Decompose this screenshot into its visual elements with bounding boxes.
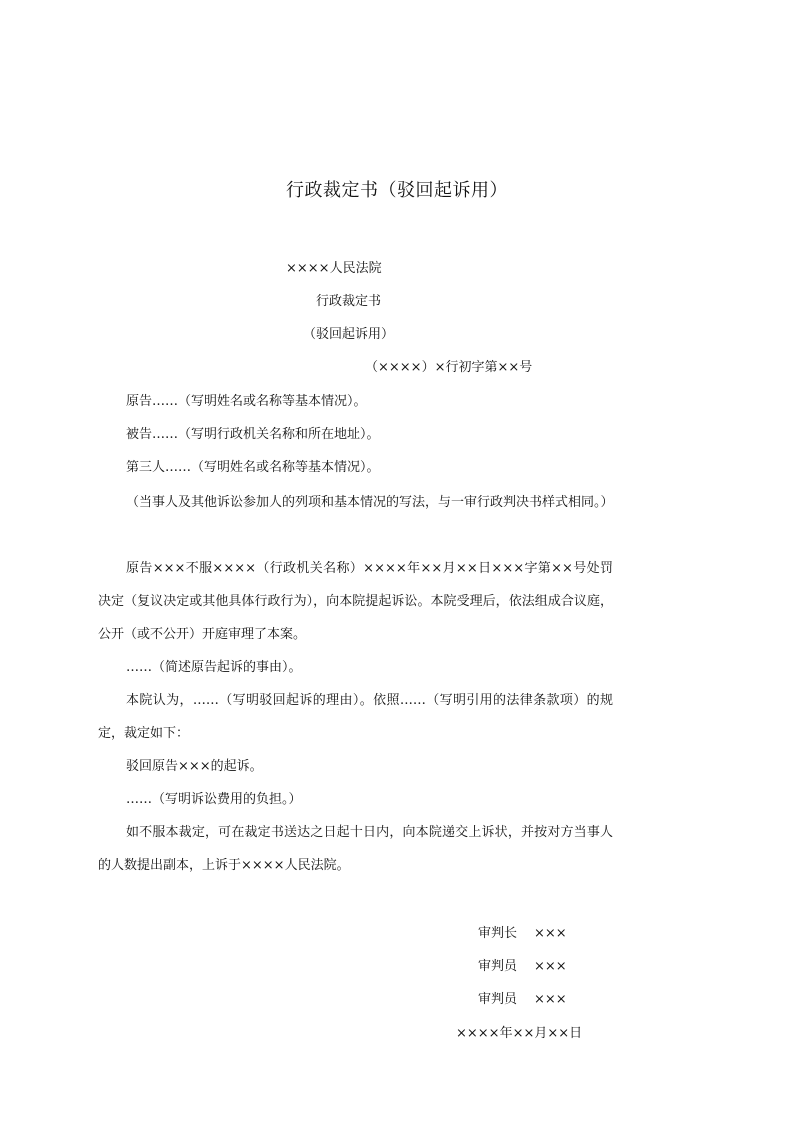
- ruling-paragraph: 驳回原告×××的起诉。: [126, 759, 263, 774]
- defendant-line: 被告……（写明行政机关名称和所在地址）。: [126, 427, 380, 442]
- document-subtype: （驳回起诉用）: [303, 327, 395, 342]
- document-title: 行政裁定书（驳回起诉用）: [286, 180, 508, 201]
- signature-name: ×××: [534, 992, 567, 1007]
- appeal-notice-paragraph: 如不服本裁定，可在裁定书送达之日起十日内，向本院递交上诉状，并按对方当事人的人数提出副本，上诉于××××人民法院。: [98, 825, 613, 873]
- third-party-line: 第三人……（写明姓名或名称等基本情况）。: [126, 460, 380, 475]
- court-name: ××××人民法院: [286, 261, 382, 276]
- signature-row: [478, 924, 567, 944]
- ruling-date: ××××年××月××日: [456, 1026, 583, 1041]
- signature-name: ×××: [534, 959, 567, 974]
- court-opinion-paragraph: 本院认为，……（写明驳回起诉的理由）。依照……（写明引用的法律条款项）的规定，裁定如下：: [98, 693, 613, 741]
- plaintiff-line: 原告……（写明姓名或名称等基本情况）。: [126, 394, 367, 409]
- signature-role: 审判员: [478, 992, 518, 1007]
- signature-row: [478, 990, 567, 1010]
- case-background-paragraph: 原告×××不服××××（行政机关名称）××××年××月××日×××字第××号处罚决定（复议决定或其他具体行政行为），向本院提起诉讼。本院受理后，依法组成合议庭，公开（或不公开）开庭审理了本案。: [98, 561, 613, 642]
- case-number: （××××）×行初字第××号: [365, 360, 533, 375]
- signature-role: 审判员: [478, 959, 518, 974]
- signature-role: 审判长: [478, 926, 518, 941]
- signature-name: ×××: [534, 926, 567, 941]
- signature-row: [478, 957, 567, 977]
- parties-note-paragraph: （当事人及其他诉讼参加人的列项和基本情况的写法，与一审行政判决书样式相同。）: [126, 495, 614, 510]
- costs-paragraph: ……（写明诉讼费用的负担。）: [126, 792, 302, 807]
- claim-summary-paragraph: ……（简述原告起诉的事由）。: [126, 660, 302, 675]
- document-type: 行政裁定书: [316, 294, 382, 309]
